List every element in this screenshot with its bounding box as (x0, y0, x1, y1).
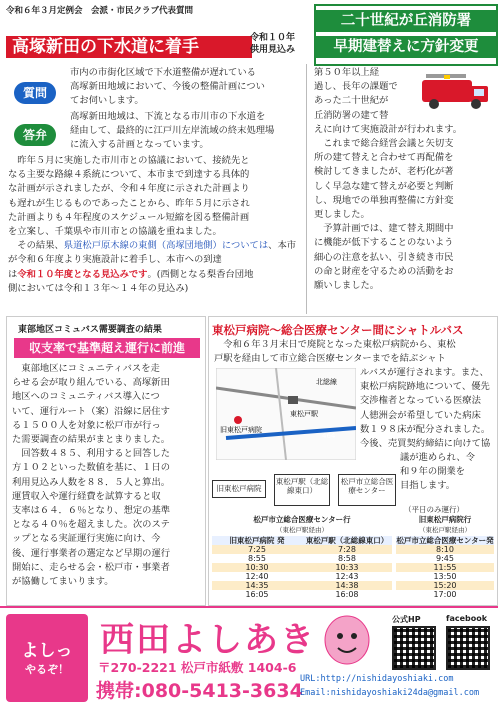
mascot-icon (322, 610, 372, 666)
q-line: 高塚新田地域において、今後の整備計画につい (70, 81, 265, 93)
sub-line-2: 供用見込み (250, 45, 296, 55)
tt-title: 旧東松戸病院行 (418, 515, 472, 524)
station-icon (288, 396, 298, 404)
headline-sewer: 高塚新田の下水道に着手 (6, 36, 252, 58)
tt-cell: 13:50 (396, 572, 494, 581)
t: 。(西側となる梨香台団地 (147, 268, 254, 280)
sub-line-1: 令和１０年 (250, 33, 296, 43)
q-line: 市内の市街化区域で下水道整備が遅れている (70, 67, 256, 78)
area-map (216, 368, 356, 460)
b-line: いて、運行ルート（案）沿線に居住す (12, 405, 170, 417)
map-label: 旧東松戸病院 (220, 426, 262, 434)
a-line: に流入する計画となっています。 (70, 139, 209, 151)
f-line: 第５０年以上経 (314, 67, 380, 78)
tt-cell: 7:28 (302, 545, 392, 554)
question-badge: 質問 (14, 82, 56, 104)
tt-cell: 8:58 (302, 554, 392, 563)
tt-cell: 10:30 (212, 563, 302, 572)
t: 令和１０年度となる見込みです (17, 268, 148, 280)
t: 、本市が令和６年度より実施設計に着手し、本市への到達 (8, 240, 297, 266)
f-line: あった二十世紀が (314, 95, 389, 107)
a-line: 経由して、最終的に江戸川左岸流域の終末処理場 (70, 125, 275, 137)
tt-cell: 14:35 (212, 581, 302, 590)
phone-number: 携帯:080-5413-3634 (96, 680, 303, 702)
tt-title: 松戸市立総合医療センター行 (253, 515, 351, 524)
tt-cell: 16:05 (212, 590, 302, 599)
tt-cell: 10:33 (302, 563, 392, 572)
f-line: の命と財産を守るための活動をお (314, 265, 454, 277)
b-line: 方１０２といった数値を基に、１日の (12, 462, 171, 474)
facebook-qr-icon[interactable] (446, 626, 490, 670)
contact-links (300, 672, 479, 700)
tt-cell: 12:40 (212, 572, 302, 581)
s-line: 東松戸病院跡地について、優先 (360, 381, 490, 393)
s-line: 令和６年３月末日で廃院となった東松戸病院から、東松 (214, 339, 456, 350)
tt-left-title (212, 514, 392, 534)
f-line: 過し、長年の課題で (314, 81, 398, 93)
body-line: 昨年５月に実施した市川市との協議において、接続先と (8, 155, 250, 166)
tt-cell: 7:25 (212, 545, 302, 554)
s-line: 人徳洲会が希望していた病床 (360, 409, 481, 421)
map-label: 北総線 (316, 378, 337, 386)
bus-survey-text (12, 362, 202, 589)
tt-cell: 9:45 (396, 554, 494, 563)
b-line: る１５００人を対象に松戸市が行っ (12, 419, 161, 431)
hospital-marker-icon (234, 416, 242, 424)
answer-badge: 答弁 (14, 124, 56, 146)
f-line: に機能が低下することのないよう (314, 237, 454, 249)
bus-survey-title: 東部地区コミュバス需要調査の結果 (18, 325, 162, 335)
body-line: 側においては令和１３年～１４年の見込み) (8, 282, 189, 294)
tt-cell: 8:10 (396, 545, 494, 554)
hp-label: 公式HP (392, 615, 421, 624)
website-link[interactable]: URL:http://nishidayoshiaki.com (300, 674, 454, 684)
s-line: 議が進められ、令 (400, 452, 475, 463)
b-line: 運賃収入や運行経費を試算すると収 (12, 490, 161, 502)
b-line: 地区へのコミュニティバス導入につ (12, 391, 160, 403)
b-line: が協働してまいります。 (12, 576, 114, 588)
sewer-body (8, 154, 304, 296)
f-line: 更しました。 (314, 209, 370, 221)
timetable-left (212, 536, 392, 599)
footer-rule (0, 606, 498, 608)
a-line: 高塚新田地域は、下流となる市川市の下水道を (70, 111, 266, 122)
logo-text: やるぞ！ (25, 663, 69, 676)
tt-sub: （東松戸駅経由） (276, 526, 328, 534)
tt-cell: 11:55 (396, 563, 494, 572)
s-line: 交渉権者となっている医療法 (360, 395, 481, 407)
f-line: 所の建て替えと合わせて再配備を (314, 152, 454, 164)
body-line: た計画よりも４年程度のスケジュール短縮を図る整備計画 (8, 211, 250, 223)
map-label: 東松戸駅 (290, 410, 318, 418)
headline-fire-station (314, 4, 498, 66)
body-line: も遅れが生じるものであったことから、昨年５月に示され (8, 197, 250, 209)
fire-line-1: 二十世紀が丘消防署 (316, 10, 496, 32)
b-line: 支率は６４．６％となり、想定の基準 (12, 505, 171, 517)
address: 〒270-2221 松戸市紙敷 1404-6 (98, 660, 297, 675)
b-line: 回答数４８５、利用すると回答した (12, 448, 171, 460)
fire-truck-icon (420, 70, 492, 112)
b-line: となる４０％を超えました。次のステ (12, 519, 170, 531)
shuttle-intro (214, 338, 494, 366)
f-line: し、現地での単独再整備に方針変 (314, 194, 454, 206)
b-line: ップとなる実証運行実施に向け、今 (12, 533, 161, 545)
route-diagram (212, 472, 396, 508)
bus-survey-banner: 収支率で基準超え運行に前進 (14, 338, 200, 358)
route-note: （平日のみ運行） (404, 505, 464, 514)
body-line: な計画が示されましたが、令和４年度に示された計画より (8, 183, 250, 195)
f-line: 願いしました。 (314, 280, 380, 292)
b-line: らせる会が取り組んでいる、高塚新田 (12, 377, 170, 389)
f-line: これまで総合経営会議と矢切支 (314, 138, 454, 150)
body-result (8, 239, 304, 267)
meeting-header: 令和６年３月定例会 会派・市民クラブ代表質問 (6, 6, 194, 16)
f-line: 丘消防署の建て替 (314, 109, 389, 121)
tt-col: 旧東松戸病院 発 (229, 536, 285, 545)
column-divider (306, 64, 307, 314)
tt-cell: 16:08 (302, 590, 392, 599)
shuttle-title: 東松戸病院～総合医療センター間にシャトルバス (212, 323, 464, 337)
t: 県道松戸原木線の東側（高塚団地側）については (63, 240, 269, 252)
b-line: 利用見込み人数を８８．５人と算出。 (12, 476, 171, 488)
body-line: なる主要な路線４系統について、本市まで到達する具体的 (8, 169, 250, 181)
campaign-logo (6, 614, 88, 702)
body-result-2 (8, 268, 304, 282)
b-line: た需要調査の結果がまとまりました。 (12, 434, 171, 446)
route-stop: 東松戸駅（北総線東口） (274, 474, 330, 506)
f-line: 検討してきましたが、老朽化が著 (314, 166, 454, 178)
fb-label: facebook (446, 614, 488, 623)
tt-sub: （東松戸駅経由） (419, 526, 471, 534)
tt-cell: 14:38 (302, 581, 392, 590)
f-line: しく早急な建て替えが必要と判断 (314, 180, 454, 192)
t: その結果、 (8, 240, 64, 252)
map-label: 464 (322, 432, 336, 440)
logo-text: よしっ (21, 641, 73, 661)
b-line: 東部地区にコミュニティバスを走 (12, 363, 160, 374)
answer-text (70, 110, 302, 153)
headline-sewer-sub (250, 32, 308, 56)
timetable-right (396, 536, 494, 599)
q-line: てお伺いします。 (70, 95, 144, 107)
tt-cell: 12:43 (302, 572, 392, 581)
tt-cell: 17:00 (396, 590, 494, 599)
body-line: を立案し、千葉県や市川市との協議を重ねました。 (8, 226, 222, 238)
s-line: 今後、売買契約締結に向けて協 (360, 438, 491, 450)
tt-cell: 15:20 (396, 581, 494, 590)
f-line: 細心の注意を払い、引き続き市民 (314, 251, 454, 263)
tt-cell: 8:55 (212, 554, 302, 563)
tt-col: 松戸市立総合医療センター発 (396, 536, 494, 545)
route-stop: 旧東松戸病院 (212, 480, 266, 498)
candidate-name: 西田よしあき (100, 620, 316, 660)
f-line: 予算計画では、建て替え期間中 (314, 223, 454, 235)
tt-right-title (396, 514, 494, 534)
fire-line-2: 早期建替えに方針変更 (316, 36, 496, 58)
f-line: えに向けて実施設計が行われます。 (314, 123, 463, 135)
b-line: 開始に、走らせる会・松戸市・事業者 (12, 561, 170, 573)
tt-col: 東松戸駅（北総線東口） (305, 536, 389, 545)
question-text (70, 66, 302, 109)
email-link[interactable]: Email:nishidayoshiaki24da@gmail.com (300, 688, 480, 698)
b-line: 後、運行事業者の選定など早期の運行 (12, 547, 171, 559)
shuttle-text (360, 366, 496, 451)
s-line: ルバスが運行されます。また、 (360, 367, 489, 378)
s-line: 目指します。 (400, 480, 456, 492)
s-line: 戸駅を経由して市立総合医療センターまでを結ぶシャト (214, 353, 446, 365)
s-line: 和９年の開業を (400, 466, 466, 478)
t: は (8, 268, 18, 280)
shuttle-text-2 (400, 451, 496, 494)
s-line: 数１９８床が配分されました。 (360, 423, 491, 435)
route-stop: 松戸市立総合医療センター (338, 474, 396, 506)
hp-qr-icon[interactable] (392, 626, 436, 670)
